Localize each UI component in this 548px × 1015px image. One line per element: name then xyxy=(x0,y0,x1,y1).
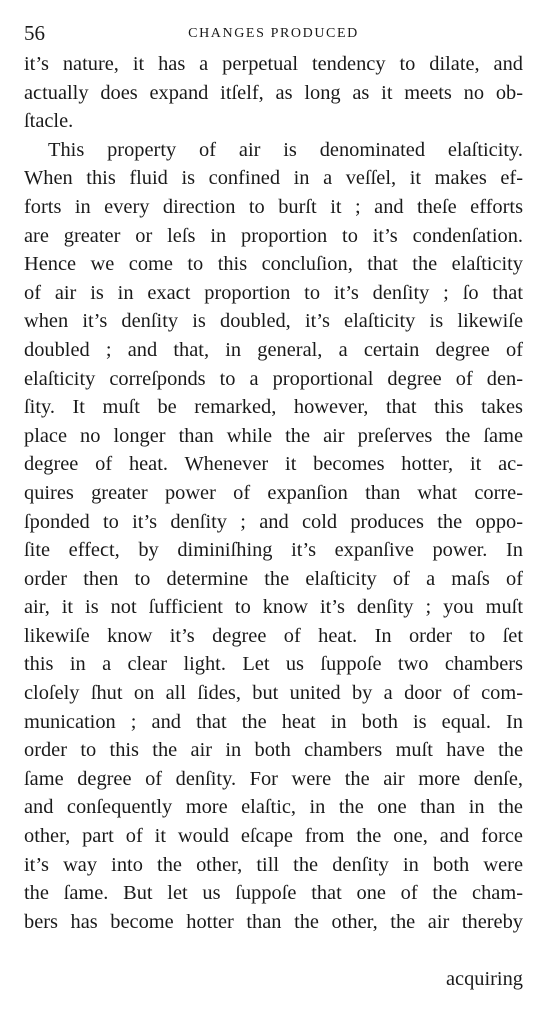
text-line: bers has become hotter than the other, the air thereby xyxy=(24,910,523,933)
running-title: CHANGES PRODUCED xyxy=(188,26,359,41)
text-line: This property of air is denominated elaſticity. xyxy=(48,138,523,161)
page-number: 56 xyxy=(24,21,45,45)
text-line: When this fluid is confined in a veſſel, it makes ef- xyxy=(24,167,523,190)
text-line: forts in every direction to burſt it ; and theſe efforts xyxy=(24,195,523,218)
text-line: munication ; and that the heat in both is equal. In xyxy=(24,710,523,733)
text-line xyxy=(24,936,523,965)
text-line: the ſame. But let us ſuppoſe that one of the cham- xyxy=(24,882,523,905)
paragraph-2 xyxy=(24,136,523,965)
catchword: acquiring xyxy=(445,968,523,990)
text-line: order to this the air in both chambers muſt have the xyxy=(24,739,523,762)
text-line: it’s way into the other, till the denſity in both were xyxy=(24,853,523,876)
text-line: of air is in exaϲt proportion to it’s denſity ; ſo that xyxy=(24,281,523,304)
text-line: this in a clear light. Let us ſuppoſe two chambers xyxy=(24,653,523,676)
text-line: and conſequently more elaſtic, in the one than in the xyxy=(24,796,523,819)
text-line: other, part of it would eſcape from the one, and force xyxy=(24,825,523,848)
text-line: aϲtually does expand itſelf, as long as it meets no ob- xyxy=(24,81,523,104)
text-line: ſtacle. xyxy=(24,110,74,133)
running-head xyxy=(24,20,523,46)
text-line: when it’s denſity is doubled, it’s elaſticity is likewiſe xyxy=(24,310,523,333)
text-line: order then to determine the elaſticity of a maſs of xyxy=(24,567,523,590)
book-page xyxy=(24,20,523,994)
text-line: Hence we come to this concluſion, that the elaſticity xyxy=(24,253,523,276)
text-line: degree of heat. Whenever it becomes hotter, it ac- xyxy=(24,453,523,476)
paragraph-1 xyxy=(24,50,523,136)
text-line: quires greater power of expanſion than what corre- xyxy=(24,481,523,504)
text-line: are greater or leſs in proportion to it’s condenſation. xyxy=(24,224,523,247)
text-line: ſite effeϲt, by diminiſhing it’s expanſive power. In xyxy=(24,539,523,562)
text-line: it’s nature, it has a perpetual tendency to dilate, and xyxy=(24,53,523,75)
text-line: air, it is not ſufficient to know it’s denſity ; you muſt xyxy=(24,596,523,619)
text-line: likewiſe know it’s degree of heat. In order to ſet xyxy=(24,624,523,647)
body-text xyxy=(24,50,523,994)
text-line: place no longer than while the air preſerves the ſame xyxy=(24,424,523,447)
text-line: cloſely ſhut on all ſides, but united by a door of com- xyxy=(24,682,523,705)
text-line: doubled ; and that, in general, a certain degree of xyxy=(24,338,523,361)
text-line: ſponded to it’s denſity ; and cold produces the oppo- xyxy=(24,510,523,533)
text-line: elaſticity correſponds to a proportional degree of den- xyxy=(24,367,523,390)
text-line: ſame degree of denſity. For were the air more denſe, xyxy=(24,767,523,790)
text-line: ſity. It muſt be remarked, however, that this takes xyxy=(24,396,523,419)
